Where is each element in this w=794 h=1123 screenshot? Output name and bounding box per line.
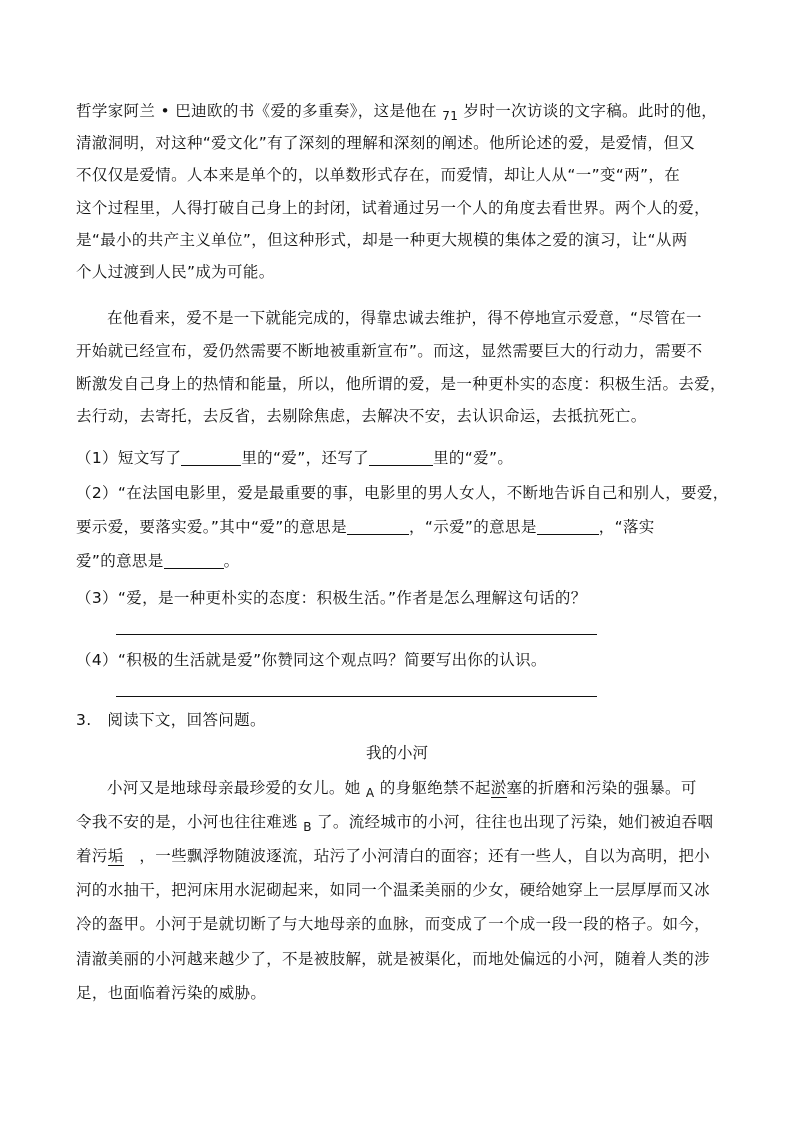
answer-line[interactable] [116,634,597,635]
paragraph-3-line-3: 着污垢 ，一些飘浮物随波逐流，玷污了小河清白的面容；还有一些人，自以为高明，把小 [76,847,711,865]
paragraph-3-line-2: 令我不安的是，小河也往往难逃 $_B$ 了。流经城市的小河，往往也出现了污染，她们被迫吞咽 [76,813,714,834]
paragraph-1-line-5: 是“最小的共产主义单位”，但这种形式，却是一种更大规模的集体之爱的演习，让“从两 [76,231,688,249]
answer-blank[interactable] [369,450,433,466]
answer-blank[interactable] [164,553,224,569]
paragraph-1-line-1: 哲学家阿兰 • 巴迪欧的书《爱的多重奏》，这是他在 $_{71}$ 岁时一次访谈的文字稿。此时的他， [76,102,718,123]
paragraph-2-line-4: 去行动，去寄托，去反省，去剔除焦虑，去解决不安，去认识命运，去抵抗死亡。 [76,407,647,425]
paragraph-2-line-2: 开始就已经宣布，爱仍然需要不断地被重新宣布”。而这，显然需要巨大的行动力，需要不 [76,342,703,360]
paragraph-3-line-4: 河的水抽干，把河床用水泥砌起来，如同一个温柔美丽的少女，硬给她穿上一层厚厚而又冰 [76,881,711,899]
paragraph-1-line-4: 这个过程里，人得打破自己身上的封闭，试着通过另一个人的角度去看世界。两个人的爱， [76,199,711,217]
question-2-line-1: （2）“在法国电影里，爱是最重要的事，电影里的男人女人，不断地告诉自己和别人，要爱， [76,484,729,502]
answer-line[interactable] [116,696,597,697]
answer-blank[interactable] [347,519,409,535]
section-3-heading: 3. 阅读下文，回答问题。 [76,711,266,729]
answer-blank[interactable] [181,450,241,466]
question-3: （3）“爱，是一种更朴实的态度：积极生活。”作者是怎么理解这句话的？ [76,589,587,607]
paragraph-1-line-2: 清澈洞明，对这种“爱文化”有了深刻的理解和深刻的阐述。他所论述的爱，是爱情，但又 [76,134,696,152]
paragraph-2-line-1: 在他看来，爱不是一下就能完成的，得靠忠诚去维护，得不停地宣示爱意，“尽管在一 [107,309,702,327]
question-1: （1）短文写了 里的“爱”，还写了 里的“爱”。 [76,449,514,467]
question-2-line-3: 爱”的意思是 。 [76,552,240,570]
answer-blank[interactable] [537,519,599,535]
paragraph-2-line-3: 断激发自己身上的热情和能量，所以，他所谓的爱，是一种更朴实的态度：积极生活。去爱， [76,375,726,393]
paragraph-1-line-6: 个人过渡到人民”成为可能。 [76,263,275,281]
paragraph-3-line-5: 冷的盔甲。小河于是就切断了与大地母亲的血脉，而变成了一个成一段一段的格子。如今， [76,915,711,933]
paragraph-3-line-6: 清澈美丽的小河越来越少了，不是被肢解，就是被渠化，而地处偏远的小河，随着人类的涉 [76,950,711,968]
story-title: 我的小河 [365,744,428,762]
paragraph-3-line-1: 小河又是地球母亲最珍爱的女儿。她 $_A$ 的身躯绝禁不起淤塞的折磨和污染的强暴。可 [107,779,697,800]
paragraph-1-line-3: 不仅仅是爱情。人本来是单个的，以单数形式存在，而爱情，却让人从“一”变“两”，在 [76,166,681,184]
question-2-line-2: 要示爱，要落实爱。”其中“爱”的意思是 ，“示爱”的意思是 ，“落实 [76,518,655,536]
paragraph-3-line-7: 足，也面临着污染的威胁。 [76,984,267,1002]
question-4: （4）“积极的生活就是爱”你赞同这个观点吗？简要写出你的认识。 [76,651,547,669]
